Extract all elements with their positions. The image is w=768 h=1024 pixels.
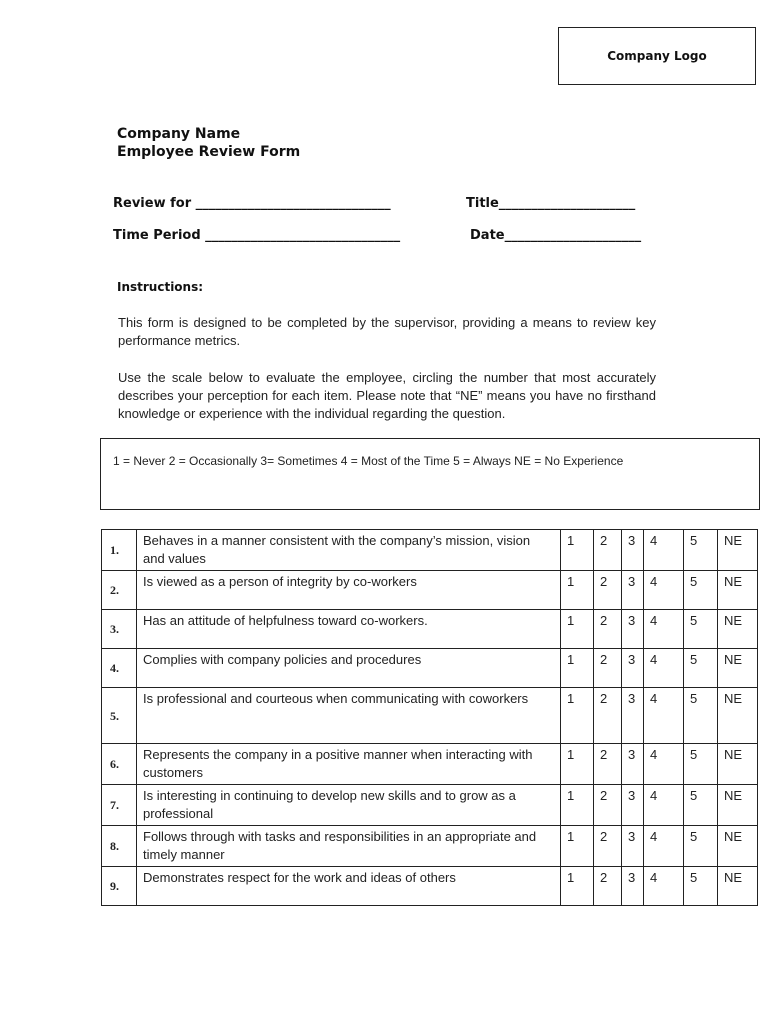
item-description: Complies with company policies and procedures (137, 649, 561, 688)
rating-option-3[interactable]: 3 (622, 688, 644, 744)
company-logo-label: Company Logo (607, 49, 707, 63)
rating-option-3[interactable]: 3 (622, 744, 644, 785)
rating-option-3[interactable]: 3 (622, 785, 644, 826)
item-description: Demonstrates respect for the work and ideas of others (137, 867, 561, 906)
instructions-heading: Instructions: (117, 280, 204, 294)
table-row (102, 571, 758, 610)
rating-option-ne[interactable]: NE (718, 744, 758, 785)
rating-option-3[interactable]: 3 (622, 649, 644, 688)
item-description: Is viewed as a person of integrity by co-workers (137, 571, 561, 610)
rating-option-4[interactable]: 4 (644, 826, 684, 867)
item-description: Follows through with tasks and responsibilities in an appropriate and timely manner (137, 826, 561, 867)
rating-option-5[interactable]: 5 (684, 744, 718, 785)
date-field[interactable]: Date_____________________ (470, 228, 642, 243)
rating-option-2[interactable]: 2 (594, 610, 622, 649)
table-row (102, 649, 758, 688)
item-number: 5. (102, 688, 137, 744)
rating-option-4[interactable]: 4 (644, 530, 684, 571)
rating-option-5[interactable]: 5 (684, 610, 718, 649)
rating-option-3[interactable]: 3 (622, 826, 644, 867)
rating-option-4[interactable]: 4 (644, 649, 684, 688)
rating-option-2[interactable]: 2 (594, 688, 622, 744)
item-number: 2. (102, 571, 137, 610)
rating-option-ne[interactable]: NE (718, 530, 758, 571)
rating-option-4[interactable]: 4 (644, 571, 684, 610)
rating-option-5[interactable]: 5 (684, 867, 718, 906)
item-description: Is professional and courteous when communicating with coworkers (137, 688, 561, 744)
table-row (102, 867, 758, 906)
rating-option-1[interactable]: 1 (561, 867, 594, 906)
form-title: Employee Review Form (117, 144, 301, 160)
rating-option-ne[interactable]: NE (718, 571, 758, 610)
table-row (102, 610, 758, 649)
item-number: 1. (102, 530, 137, 571)
rating-option-4[interactable]: 4 (644, 610, 684, 649)
rating-option-2[interactable]: 2 (594, 571, 622, 610)
table-row (102, 785, 758, 826)
rating-option-2[interactable]: 2 (594, 649, 622, 688)
item-description: Represents the company in a positive manner when interacting with customers (137, 744, 561, 785)
rating-option-5[interactable]: 5 (684, 826, 718, 867)
rating-option-5[interactable]: 5 (684, 785, 718, 826)
title-field[interactable]: Title_____________________ (466, 196, 636, 211)
rating-option-3[interactable]: 3 (622, 610, 644, 649)
instructions-paragraph-1: This form is designed to be completed by the supervisor, providing a means to review key performance metrics. (118, 315, 656, 348)
rating-option-3[interactable]: 3 (622, 530, 644, 571)
rating-option-ne[interactable]: NE (718, 688, 758, 744)
rating-option-2[interactable]: 2 (594, 826, 622, 867)
item-number: 3. (102, 610, 137, 649)
review-for-field[interactable]: Review for ______________________________ (113, 196, 391, 211)
rating-option-1[interactable]: 1 (561, 826, 594, 867)
rating-option-1[interactable]: 1 (561, 744, 594, 785)
rating-option-ne[interactable]: NE (718, 785, 758, 826)
review-table (101, 529, 758, 906)
company-logo-box (558, 27, 756, 85)
rating-option-4[interactable]: 4 (644, 785, 684, 826)
rating-option-1[interactable]: 1 (561, 571, 594, 610)
scale-legend-box (100, 438, 760, 510)
item-description: Behaves in a manner consistent with the company’s mission, vision and values (137, 530, 561, 571)
item-description: Has an attitude of helpfulness toward co-workers. (137, 610, 561, 649)
rating-option-3[interactable]: 3 (622, 867, 644, 906)
rating-option-1[interactable]: 1 (561, 688, 594, 744)
table-row (102, 688, 758, 744)
rating-option-2[interactable]: 2 (594, 867, 622, 906)
item-number: 6. (102, 744, 137, 785)
rating-option-1[interactable]: 1 (561, 649, 594, 688)
scale-legend: 1 = Never 2 = Occasionally 3= Sometimes 4 = Most of the Time 5 = Always NE = No Experience (113, 454, 624, 468)
rating-option-ne[interactable]: NE (718, 610, 758, 649)
table-row (102, 826, 758, 867)
rating-option-5[interactable]: 5 (684, 688, 718, 744)
item-description: Is interesting in continuing to develop new skills and to grow as a professional (137, 785, 561, 826)
rating-option-1[interactable]: 1 (561, 610, 594, 649)
rating-option-4[interactable]: 4 (644, 688, 684, 744)
rating-option-5[interactable]: 5 (684, 530, 718, 571)
rating-option-5[interactable]: 5 (684, 571, 718, 610)
rating-option-1[interactable]: 1 (561, 530, 594, 571)
item-number: 8. (102, 826, 137, 867)
rating-option-ne[interactable]: NE (718, 649, 758, 688)
rating-option-3[interactable]: 3 (622, 571, 644, 610)
table-row (102, 744, 758, 785)
company-name: Company Name (117, 126, 241, 142)
rating-option-ne[interactable]: NE (718, 826, 758, 867)
rating-option-2[interactable]: 2 (594, 785, 622, 826)
rating-option-ne[interactable]: NE (718, 867, 758, 906)
rating-option-2[interactable]: 2 (594, 744, 622, 785)
rating-option-4[interactable]: 4 (644, 867, 684, 906)
rating-option-4[interactable]: 4 (644, 744, 684, 785)
item-number: 9. (102, 867, 137, 906)
item-number: 4. (102, 649, 137, 688)
item-number: 7. (102, 785, 137, 826)
instructions-paragraph-2: Use the scale below to evaluate the employee, circling the number that most accurately describes your perception for each item. Please note that “NE” means you have no firsthand knowledge or experience with the individual regarding the question. (118, 370, 656, 421)
rating-option-1[interactable]: 1 (561, 785, 594, 826)
table-row (102, 530, 758, 571)
rating-option-5[interactable]: 5 (684, 649, 718, 688)
time-period-field[interactable]: Time Period ______________________________ (113, 228, 401, 243)
rating-option-2[interactable]: 2 (594, 530, 622, 571)
